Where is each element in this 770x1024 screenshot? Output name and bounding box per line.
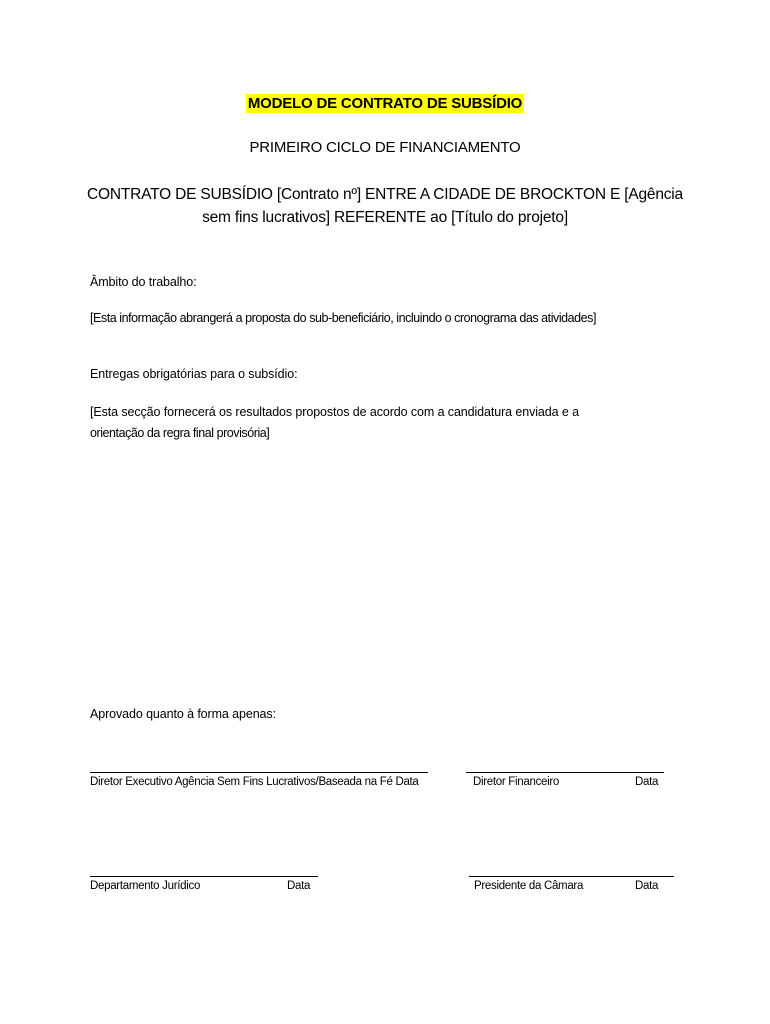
signature-label-legal: Departamento Jurídico (90, 880, 201, 892)
deliverables-label: Entregas obrigatórias para o subsídio: (90, 367, 298, 381)
scope-text: [Esta informação abrangerá a proposta do sub-beneficiário, incluindo o cronograma das atividades] (90, 311, 596, 325)
signature-label-exec-director: Diretor Executivo Agência Sem Fins Lucrativos/Baseada na Fé Data (90, 776, 419, 788)
document-subtitle: PRIMEIRO CICLO DE FINANCIAMENTO (249, 139, 521, 156)
signature-date-legal: Data (287, 880, 311, 892)
signature-line-council-president (469, 876, 674, 877)
signature-line-exec-director (90, 772, 428, 773)
scope-label: Âmbito do trabalho: (90, 275, 197, 289)
contract-heading-line-1: CONTRATO DE SUBSÍDIO [Contrato nº] ENTRE A CIDADE DE BROCKTON E [Agência (87, 186, 683, 203)
contract-heading-line-2: sem fins lucrativos] REFERENTE ao [Título do projeto] (202, 209, 568, 226)
deliverables-text (90, 402, 579, 444)
deliverables-text-line-1: [Esta secção fornecerá os resultados propostos de acordo com a candidatura enviada e a (90, 405, 579, 419)
signature-line-cfo (466, 772, 664, 773)
contract-heading (70, 183, 700, 229)
approved-label: Aprovado quanto à forma apenas: (90, 707, 276, 721)
signature-label-council-president: Presidente da Câmara (474, 880, 584, 892)
document-title: MODELO DE CONTRATO DE SUBSÍDIO (247, 95, 523, 112)
signature-date-cfo: Data (635, 776, 659, 788)
signature-label-cfo: Diretor Financeiro (473, 776, 559, 788)
signature-date-council-president: Data (635, 880, 659, 892)
title-container (0, 94, 770, 113)
deliverables-text-line-2: orientação da regra final provisória] (90, 426, 270, 440)
signature-line-legal (90, 876, 318, 877)
